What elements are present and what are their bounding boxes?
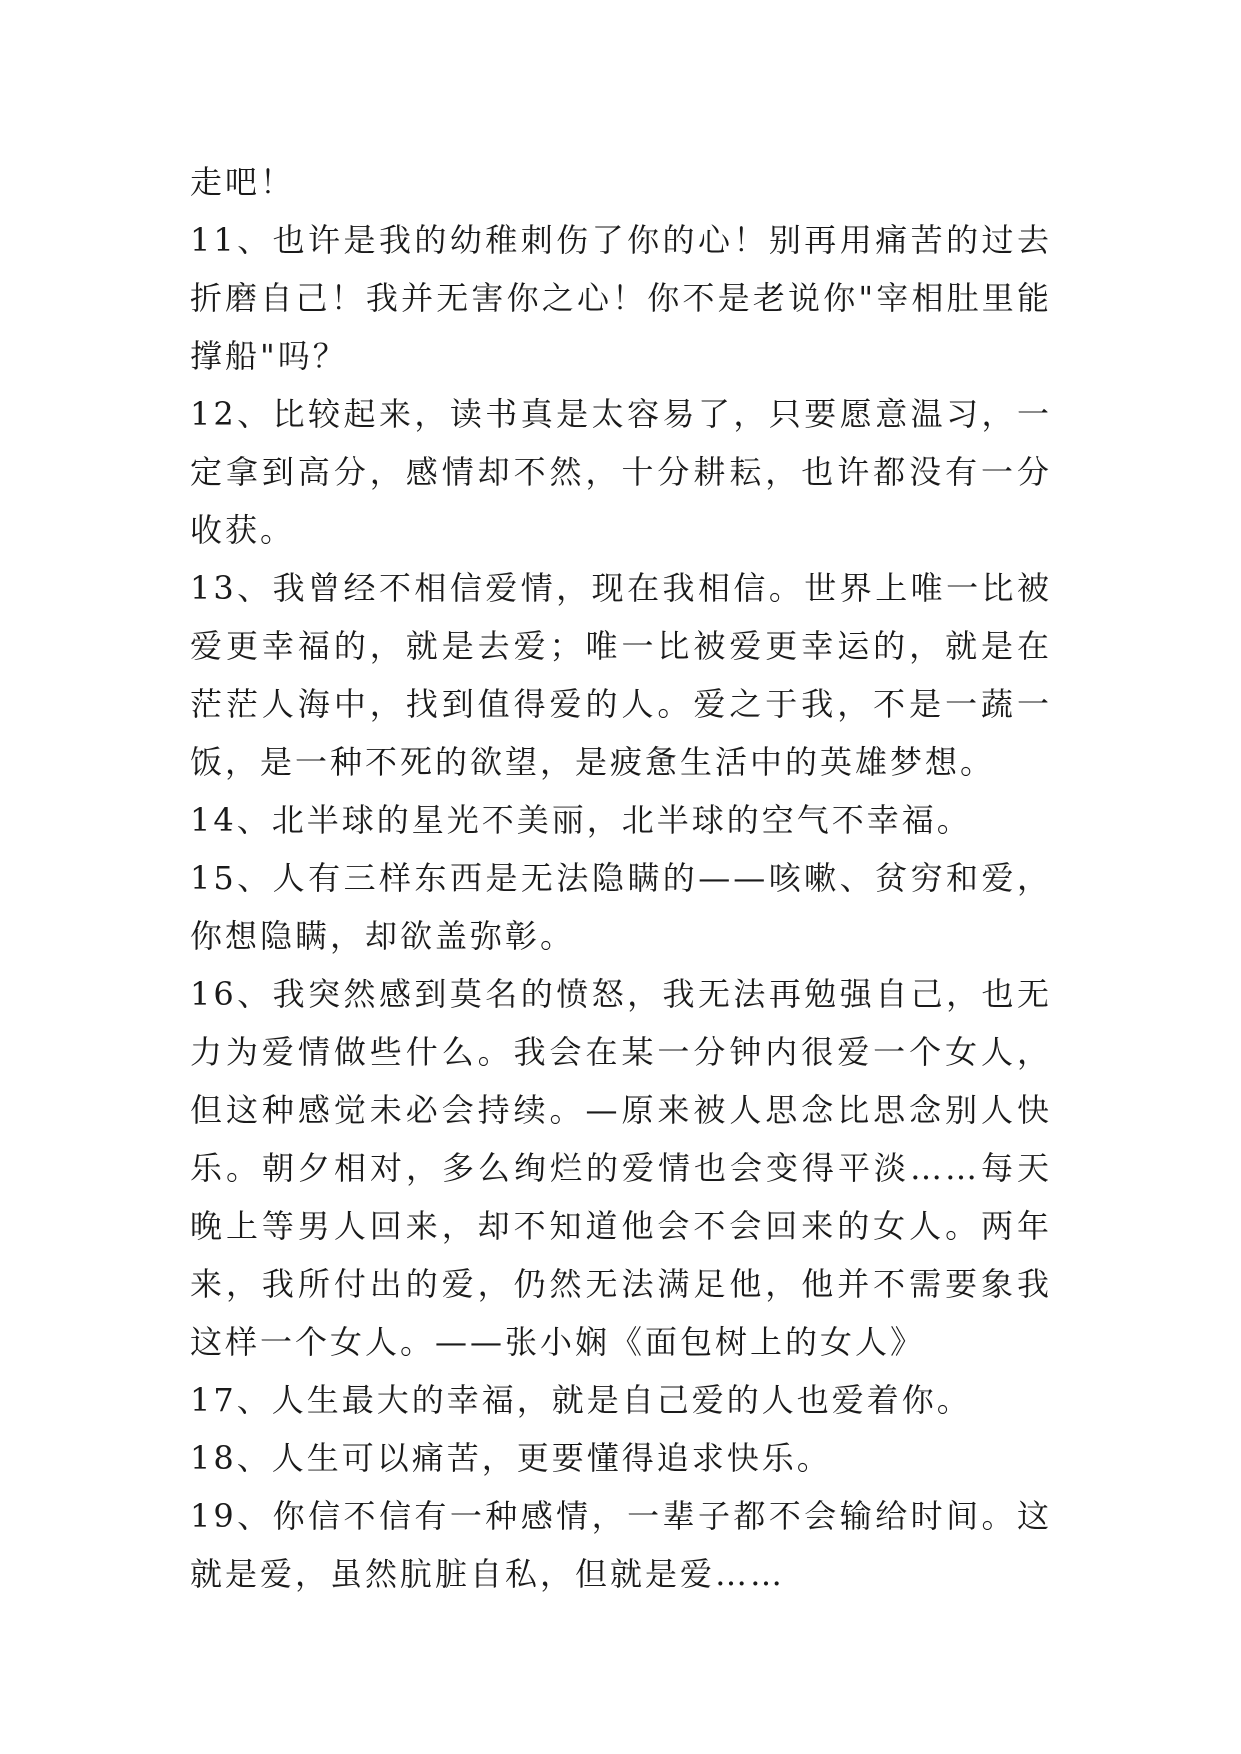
paragraph-14: 14、北半球的星光不美丽，北半球的空气不幸福。 (190, 801, 972, 839)
paragraph-16: 16、我突然感到莫名的愤怒，我无法再勉强自己，也无力为爱情做些什么。我会在某一分钟内很爱一个女人，但这种感觉未必会持续。—原来被人思念比思念别人快乐。朝夕相对，多么绚烂的爱情也会变得平淡……每天晚上等男人回来，却不知道他会不会回来的女人。两年来，我所付出的爱，仍然无法满足他，他并不需要象我这样一个女人。——张小娴《面包树上的女人》 (190, 975, 1052, 1361)
document-body (190, 153, 1052, 1603)
paragraph-15: 15、人有三样东西是无法隐瞒的——咳嗽、贫穷和爱，你想隐瞒，却欲盖弥彰。 (190, 859, 1052, 955)
paragraph-19: 19、你信不信有一种感情，一辈子都不会输给时间。这就是爱，虽然肮脏自私，但就是爱…… (190, 1497, 1052, 1593)
paragraph-11: 11、也许是我的幼稚刺伤了你的心！别再用痛苦的过去折磨自己！我并无害你之心！你不是老说你"宰相肚里能撑船"吗？ (190, 221, 1052, 375)
paragraph-17: 17、人生最大的幸福，就是自己爱的人也爱着你。 (190, 1381, 972, 1419)
paragraph-continuation: 走吧！ (190, 163, 296, 201)
paragraph-18: 18、人生可以痛苦，更要懂得追求快乐。 (190, 1439, 832, 1477)
paragraph-13: 13、我曾经不相信爱情，现在我相信。世界上唯一比被爱更幸福的，就是去爱；唯一比被爱更幸运的，就是在茫茫人海中，找到值得爱的人。爱之于我，不是一蔬一饭，是一种不死的欲望，是疲惫生活中的英雄梦想。 (190, 569, 1052, 781)
paragraph-12: 12、比较起来，读书真是太容易了，只要愿意温习，一定拿到高分，感情却不然，十分耕耘，也许都没有一分收获。 (190, 395, 1052, 549)
